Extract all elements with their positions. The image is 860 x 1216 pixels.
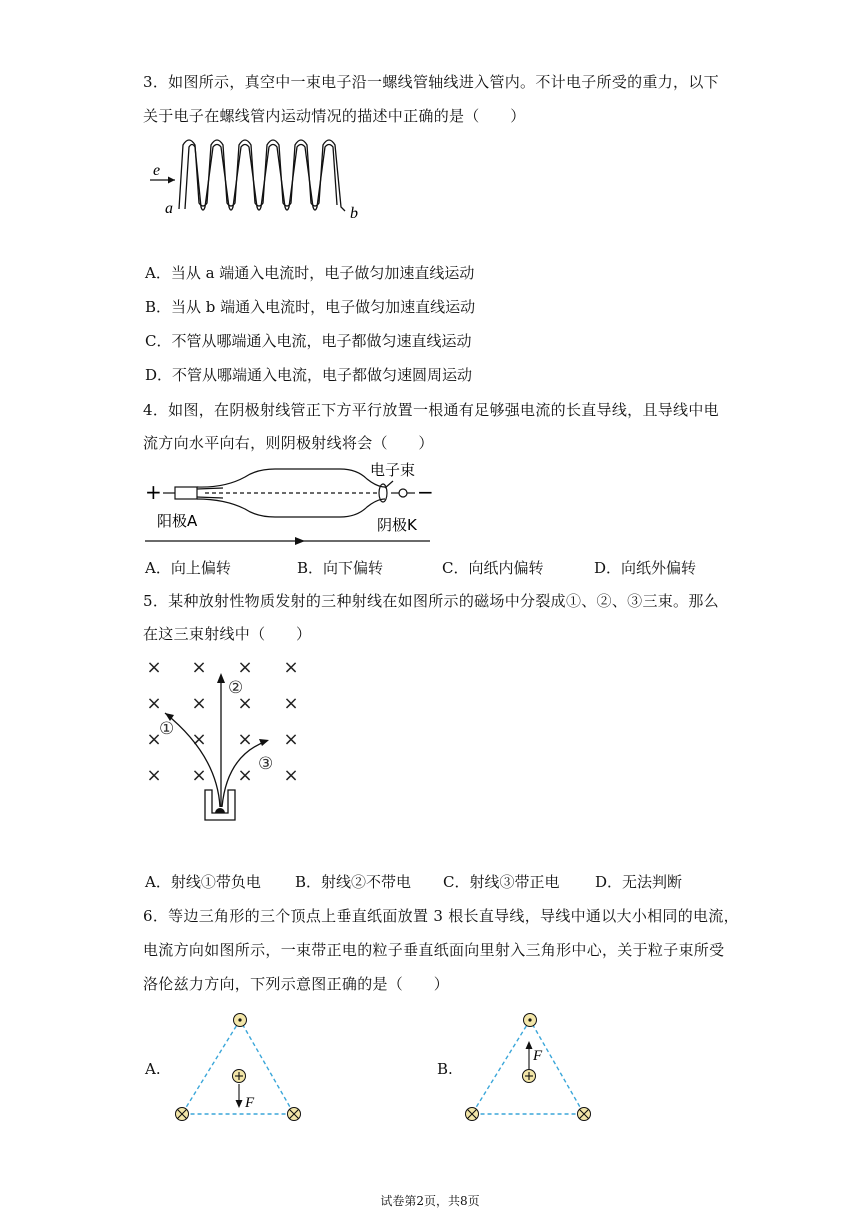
q3-option-a[interactable]: A．当从 a 端通入电流时，电子做匀加速直线运动 [145,264,475,282]
page-footer: 试卷第2页，共8页 [380,1194,480,1208]
label-b: b [350,205,358,222]
cathode-label: 阴极K [377,516,417,534]
q6-option-a-label[interactable]: A. [145,1060,161,1078]
field-cross: × [237,693,253,714]
field-cross: × [237,729,253,750]
field-cross: × [283,729,299,750]
q5-option-b[interactable]: B．射线②不带电 [295,873,412,891]
electron-beam-label: 电子束 [370,461,416,479]
q6-option-b-figure[interactable] [460,1008,600,1128]
q5-option-d[interactable]: D．无法判断 [595,873,683,891]
q4-stem-line2: 流方向水平向右，则阴极射线将会（ ） [143,434,434,452]
q4-stem-line1: 4．如图，在阴极射线管正下方平行放置一根通有足够强电流的长直导线，且导线中电 [143,401,719,419]
q4-option-a[interactable]: A．向上偏转 [145,559,231,577]
field-cross: × [283,693,299,714]
ray-3-label: ③ [258,754,274,774]
field-cross: × [146,693,162,714]
q5-stem-line1: 5．某种放射性物质发射的三种射线在如图所示的磁场中分裂成①、②、③三束。那么 [143,592,719,610]
field-cross: × [191,657,207,678]
anode-label: 阳极A [157,512,198,530]
label-a: a [165,200,173,217]
q4-option-c[interactable]: C．向纸内偏转 [442,559,544,577]
field-cross: × [283,765,299,786]
q6-stem-line2: 电流方向如图所示，一束带正电的粒子垂直纸面向里射入三角形中心，关于粒子束所受 [143,941,725,959]
cathode-ray-tube-figure [145,455,445,545]
q6-option-b-label[interactable]: B. [437,1060,453,1078]
q3-option-b[interactable]: B．当从 b 端通入电流时，电子做匀加速直线运动 [145,298,476,316]
field-cross: × [191,729,207,750]
minus-sign: − [417,480,434,504]
solenoid-figure [145,135,375,225]
field-cross: × [237,657,253,678]
q5-option-a[interactable]: A．射线①带负电 [145,873,261,891]
q4-option-d[interactable]: D．向纸外偏转 [594,559,697,577]
ray-2-label: ② [228,678,244,698]
field-cross: × [146,729,162,750]
plus-sign: + [145,480,162,504]
q5-stem-line2: 在这三束射线中（ ） [143,625,312,643]
q6-option-a-figure[interactable] [170,1008,310,1128]
radiation-magnetic-field-figure [145,655,315,830]
q3-stem-line1: 3．如图所示，真空中一束电子沿一螺线管轴线进入管内。不计电子所受的重力，以下 [143,73,719,91]
ray-1-label: ① [159,719,175,739]
field-cross: × [191,693,207,714]
q5-option-c[interactable]: C．射线③带正电 [443,873,560,891]
q6-stem-line3: 洛伦兹力方向，下列示意图正确的是（ ） [143,975,450,993]
force-label: F [245,1095,255,1111]
label-e: e [153,162,161,179]
q6-stem-line1: 6．等边三角形的三个顶点上垂直纸面放置 3 根长直导线，导线中通以大小相同的电流， [143,907,739,925]
field-cross: × [146,657,162,678]
q4-option-b[interactable]: B．向下偏转 [297,559,384,577]
field-cross: × [146,765,162,786]
field-cross: × [283,657,299,678]
q3-option-d[interactable]: D．不管从哪端通入电流，电子都做匀速圆周运动 [145,366,473,384]
q3-stem-line2: 关于电子在螺线管内运动情况的描述中正确的是（ ） [143,107,526,125]
force-label: F [533,1048,543,1064]
field-cross: × [191,765,207,786]
q3-option-c[interactable]: C．不管从哪端通入电流，电子都做匀速直线运动 [145,332,472,350]
field-cross: × [237,765,253,786]
